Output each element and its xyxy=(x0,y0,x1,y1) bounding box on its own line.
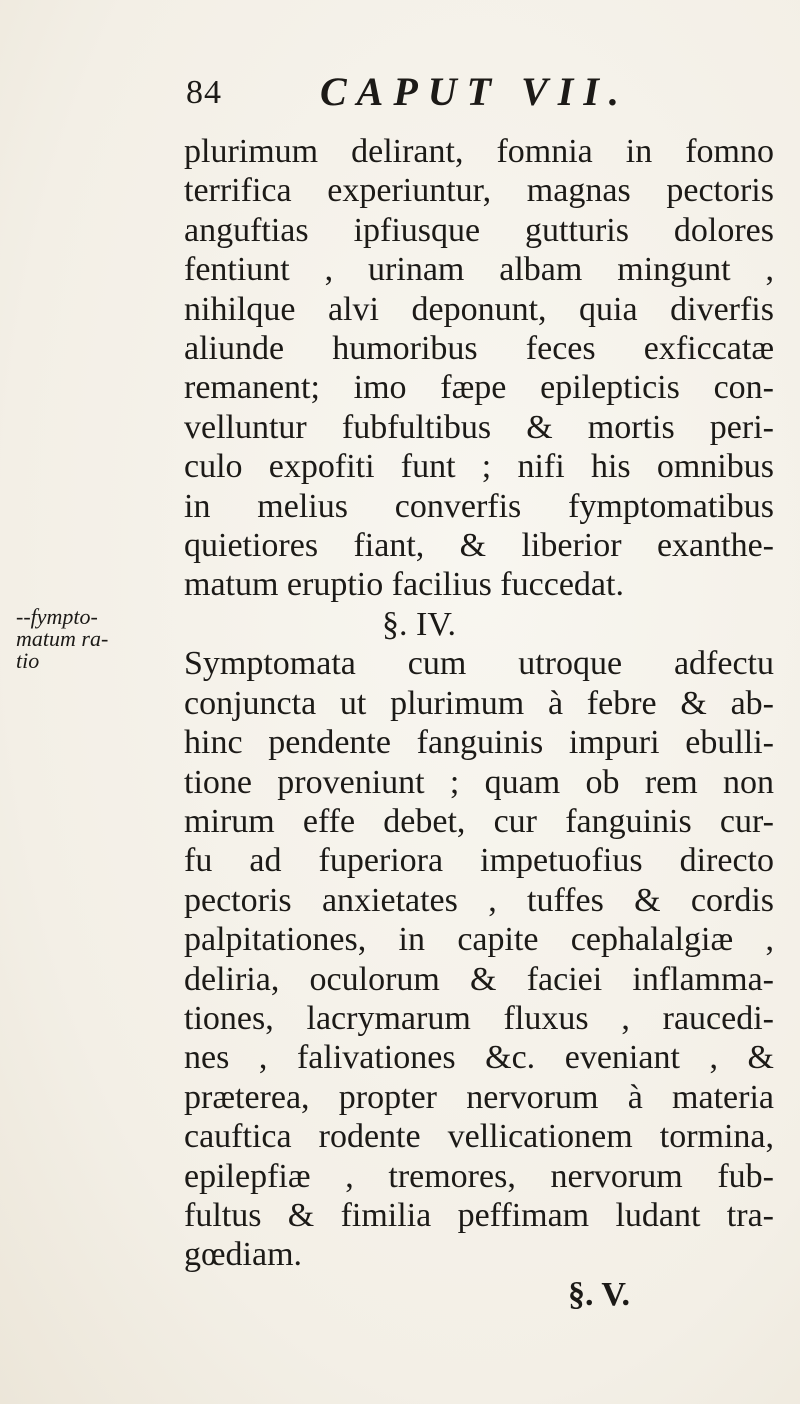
text-line: anguftias ipfiusque gutturis dolores xyxy=(184,211,774,249)
text-line: mirum effe debet, cur fanguinis cur- xyxy=(184,802,774,840)
page-number: 84 xyxy=(186,74,222,111)
text-line: culo expofiti funt ; nifi his omnibus xyxy=(184,448,774,486)
text-line: in melius converfis fymptomatibus xyxy=(184,487,774,525)
text-line: palpitationes, in capite cephalalgiæ , xyxy=(184,921,774,959)
text-line: matum eruptio facilius fuccedat. xyxy=(184,566,624,604)
text-line: hinc pendente fanguinis impuri ebulli- xyxy=(184,724,774,762)
section-heading: §. IV. xyxy=(382,605,456,643)
text-line: conjuncta ut plurimum à febre & ab- xyxy=(184,684,774,722)
running-head: CAPUT VII. xyxy=(320,69,629,114)
text-line: Symptomata cum utroque adfectu xyxy=(184,645,774,683)
margin-note-line: --fympto- xyxy=(16,604,98,629)
text-line: præterea, propter nervorum à materia xyxy=(184,1078,774,1116)
text-line: nes , falivationes &c. eveniant , & xyxy=(184,1039,774,1077)
text-line: epilepfiæ , tremores, nervorum fub- xyxy=(184,1157,774,1195)
margin-note-line: tio xyxy=(16,648,40,673)
text-line: tione proveniunt ; quam ob rem non xyxy=(184,763,774,801)
text-line: velluntur fubfultibus & mortis peri- xyxy=(184,408,774,446)
text-line: fu ad fuperiora impetuofius directo xyxy=(184,842,774,880)
catchword: §. V. xyxy=(568,1276,631,1313)
text-line: tiones, lacrymarum fluxus , raucedi- xyxy=(184,999,774,1037)
text-line: terrifica experiuntur, magnas pectoris xyxy=(184,172,774,210)
text-line: gœdiam. xyxy=(184,1236,303,1274)
page-header xyxy=(186,64,746,124)
text-line: nihilque alvi deponunt, quia diverfis xyxy=(184,290,774,328)
text-line: remanent; imo fæpe epilepticis con- xyxy=(184,369,774,407)
text-line: pectoris anxietates , tuffes & cordis xyxy=(184,881,774,919)
body-text xyxy=(184,132,774,1275)
text-line: plurimum delirant, fomnia in fomno xyxy=(184,133,774,170)
text-line: deliria, oculorum & faciei inflamma- xyxy=(184,960,774,998)
text-line: fultus & fimilia peffimam ludant tra- xyxy=(184,1196,774,1234)
text-line: aliunde humoribus feces exficcatæ xyxy=(184,330,774,368)
text-line: cauftica rodente vellicationem tormina, xyxy=(184,1118,774,1156)
text-line: fentiunt , urinam albam mingunt , xyxy=(184,251,774,289)
margin-note xyxy=(16,606,176,672)
margin-note-line: matum ra- xyxy=(16,626,109,651)
text-line: quietiores fiant, & liberior exanthe- xyxy=(184,527,774,565)
